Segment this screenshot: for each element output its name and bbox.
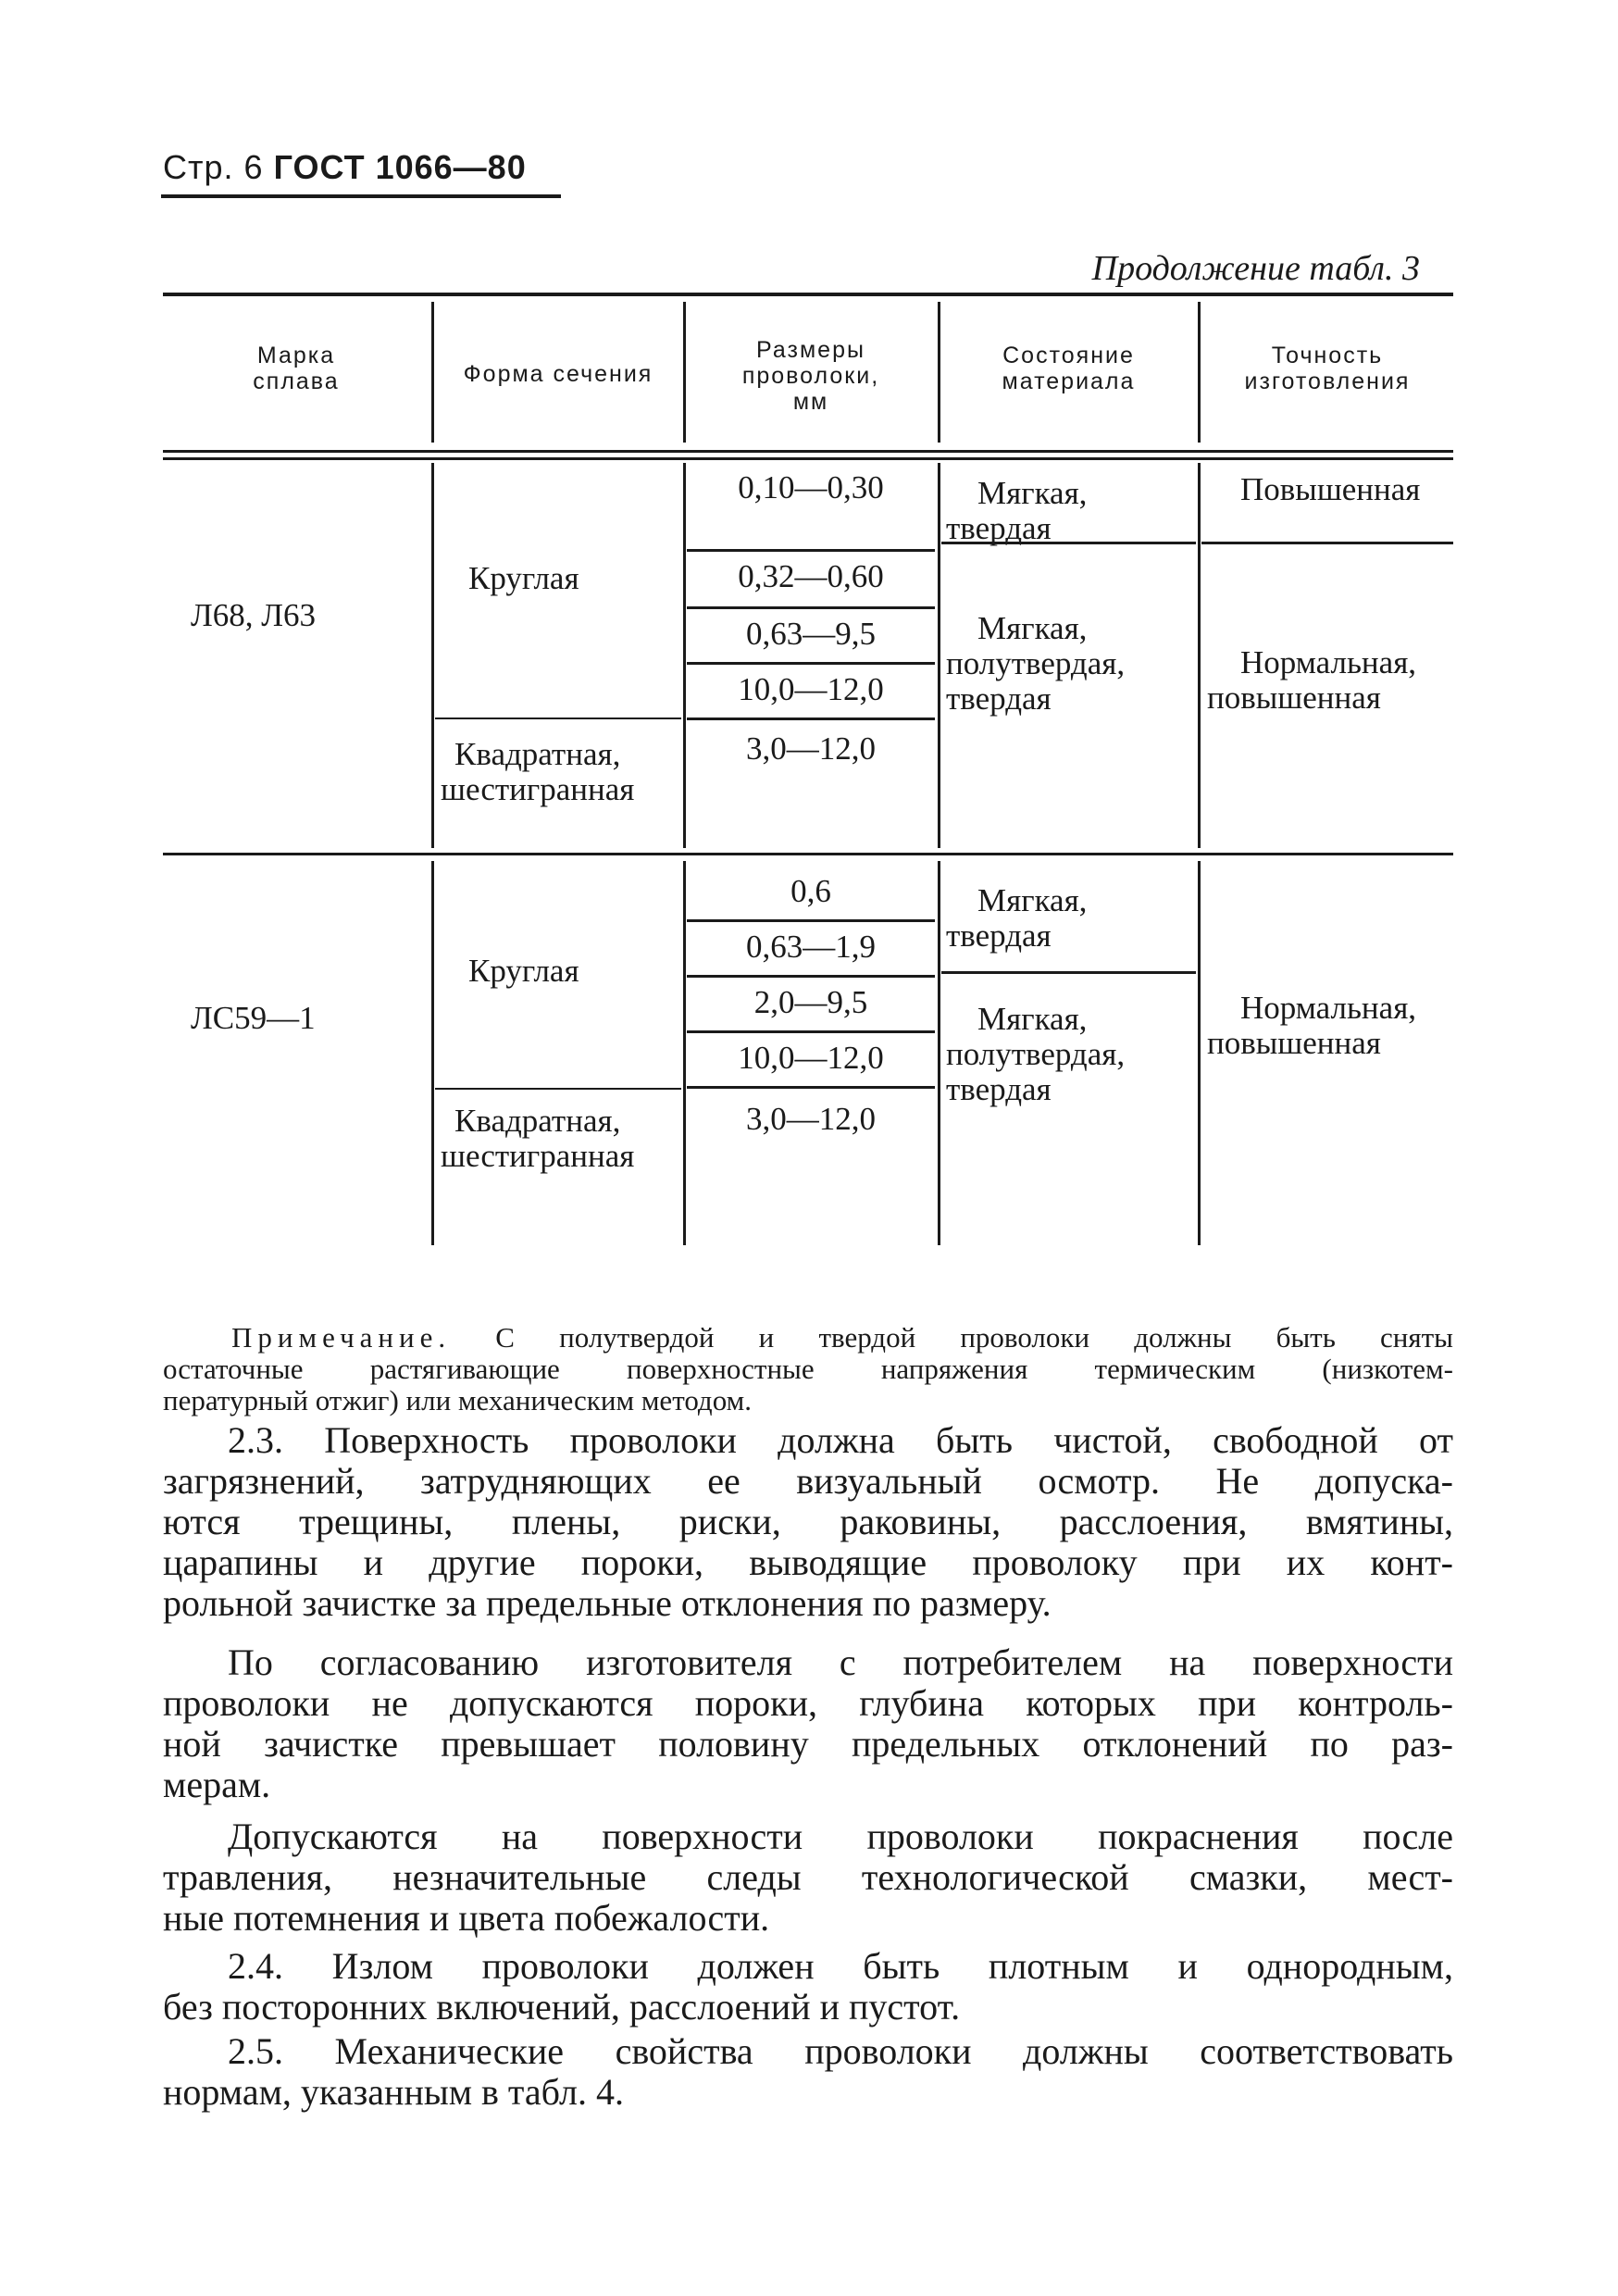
g1-condition-a: Мягкая, твердая (946, 475, 1088, 546)
hdr-col-sep-3 (938, 302, 940, 443)
header-section-shape: Форма сечения (463, 361, 653, 387)
g2-col-sep-1 (431, 861, 434, 1245)
g1-col-sep-4 (1198, 463, 1201, 848)
g2-size-rule-2 (687, 975, 935, 978)
g1-size-5: 3,0—12,0 (746, 730, 876, 767)
hdr-col-sep-4 (1198, 302, 1201, 443)
g1-size-2: 0,32—0,60 (738, 558, 884, 594)
header-wire-size: Размеры проволоки, мм (741, 337, 880, 415)
table-note: Примечание. С полутвердой и твердой проволоки должны быть сняты (231, 1321, 1454, 1354)
g1-size-rule-3 (687, 662, 935, 665)
g2-size-4: 10,0—12,0 (738, 1040, 884, 1076)
g2-alloy: ЛС59—1 (191, 1000, 316, 1036)
page-label: Стр. 6 (163, 148, 264, 186)
g1-size-rule-1 (687, 549, 935, 552)
g2-condition-rule (941, 971, 1196, 974)
paragraph-agreement: По согласованию изготовителя с потребителем на поверхности проволоки не допускаются пороки, глубина которых при контроль- ной зачистке превышает половину предельных отклонений по раз- мерам. (163, 1641, 1453, 1805)
paragraph-2-5: 2.5. Механические свойства проволоки должны соответствовать нормам, указанным в табл. 4. (163, 2030, 1453, 2113)
g1-condition-b: Мягкая, полутвердая, твердая (946, 610, 1126, 717)
header-material-condition: Состояние материала (1002, 343, 1136, 394)
g2-size-rule-3 (687, 1030, 935, 1033)
header-alloy: Марка сплава (253, 343, 340, 394)
group-separator (163, 853, 1453, 855)
standard-number: ГОСТ 1066—80 (273, 148, 527, 186)
g2-size-rule-1 (687, 919, 935, 922)
g2-size-1: 0,6 (790, 873, 831, 909)
paragraph-2-4: 2.4. Излом проволоки должен быть плотным и однородным, без посторонних включений, расслоений и пустот. (163, 1945, 1453, 2028)
g2-col-sep-2 (683, 861, 686, 1245)
paragraph-2-3: 2.3. Поверхность проволоки должна быть чистой, свободной от загрязнений, затрудняющих ее визуальный осмотр. Не допуска- ются трещины, плены, риски, раковины, расслоения, вмятины, царапины и другие пороки, выводящие проволоку при их конт- рольной зачистке за предельные отклонения по размеру. (163, 1419, 1453, 1624)
g1-section-rule (435, 718, 681, 719)
note-label: Примечание. (231, 1321, 452, 1354)
g1-size-1: 0,10—0,30 (738, 469, 884, 505)
g1-size-3: 0,63—9,5 (746, 616, 876, 652)
g1-size-4: 10,0—12,0 (738, 671, 884, 707)
header-manufacturing-accuracy: Точность изготовления (1244, 343, 1411, 394)
header-rule-2 (163, 457, 1453, 460)
table-top-rule (163, 293, 1453, 296)
g1-accuracy-a: Повышенная (1240, 471, 1421, 507)
g2-condition-a: Мягкая, твердая (946, 882, 1088, 954)
g2-condition-b: Мягкая, полутвердая, твердая (946, 1001, 1126, 1107)
g1-accuracy-b: Нормальная, повышенная (1207, 644, 1417, 716)
g1-shape-square: Квадратная, шестигранная (441, 736, 635, 807)
g2-size-3: 2,0—9,5 (753, 984, 868, 1020)
g1-accuracy-rule (1201, 542, 1453, 544)
g2-col-sep-3 (938, 861, 940, 1245)
g2-size-rule-4 (687, 1086, 935, 1089)
g2-shape-square: Квадратная, шестигранная (441, 1103, 635, 1174)
page-header (163, 148, 527, 187)
g1-shape-round: Круглая (468, 560, 579, 596)
g2-size-2: 0,63—1,9 (746, 929, 876, 965)
g2-col-sep-4 (1198, 861, 1201, 1245)
table-note-continued: остаточные растягивающие поверхностные напряжения термическим (низкотем- пературный отжиг) или механическим методом. (163, 1353, 1453, 1416)
g2-size-5: 3,0—12,0 (746, 1101, 876, 1137)
g2-section-rule (435, 1088, 681, 1090)
header-rule-1 (163, 450, 1453, 453)
hdr-col-sep-2 (683, 302, 686, 443)
g1-col-sep-1 (431, 463, 434, 848)
g1-alloy: Л68, Л63 (191, 597, 316, 633)
header-rule (161, 194, 561, 198)
table-continuation-label: Продолжение табл. 3 (1091, 249, 1420, 288)
g2-shape-round: Круглая (468, 953, 579, 989)
g1-col-sep-2 (683, 463, 686, 848)
g1-col-sep-3 (938, 463, 940, 848)
hdr-col-sep-1 (431, 302, 434, 443)
g1-size-rule-4 (687, 718, 935, 720)
paragraph-allowance: Допускаются на поверхности проволоки покраснения после травления, незначительные следы технологической смазки, мест- ные потемнения и цвета побежалости. (163, 1816, 1453, 1939)
g1-size-rule-2 (687, 606, 935, 609)
g2-accuracy: Нормальная, повышенная (1207, 990, 1417, 1061)
